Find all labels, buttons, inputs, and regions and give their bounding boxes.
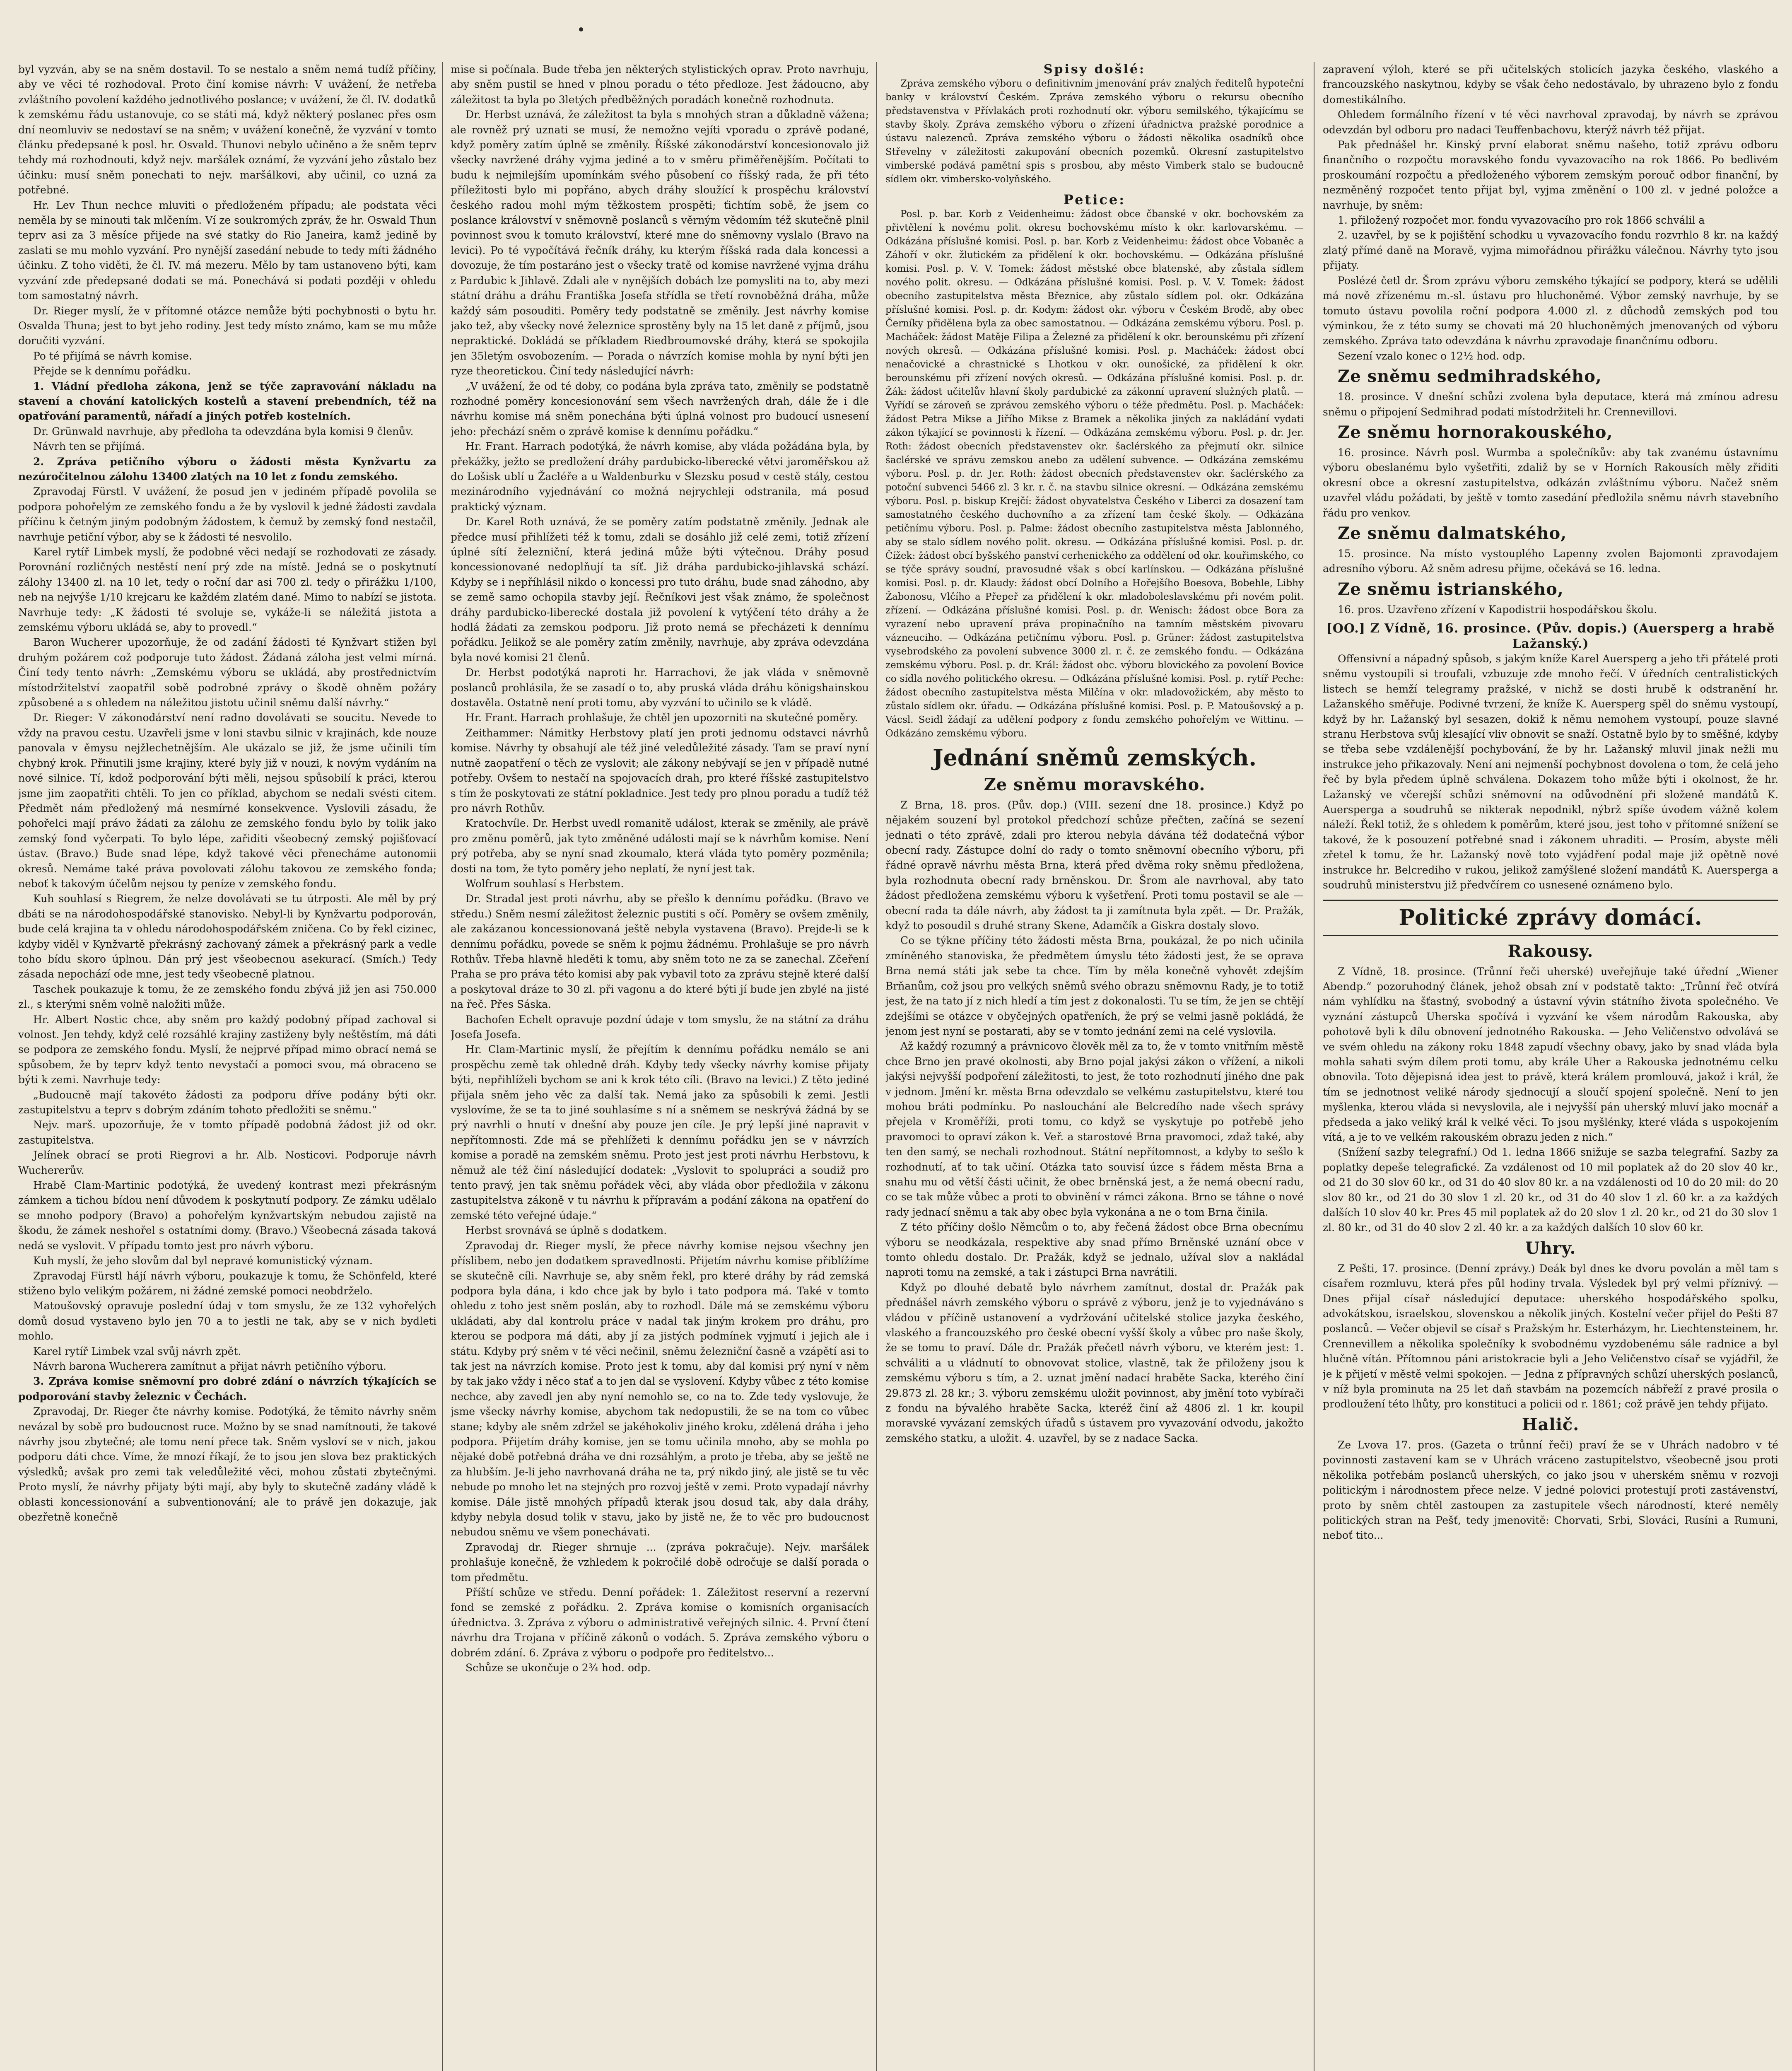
paragraph: Z Brna, 18. pros. (Pův. dop.) (VIII. sezení dne 18. prosince.) Když po nějakém souzení byl protokol předchozí schůze přečten, začíná se sezení jednati o této zprávě, zdali pro kterou nebyla dávána též dodatečná výbor obecní rady. Zástupce dolní do rady o tomto sněmovní obecního výboru, při řádné opravě návrhu města Brna, která před dvěma roky sněmu předložena, byla rozhodnuta obecní rady brněnskou. Dr. Šrom ale navrhoval, aby tato žádost předložena zemskému výboru k vyšetření. Proti tomu postavil se ale — obecní rada ta dále návrh, aby žádost ta ji zamítnuta byla zpět. — Dr. Pražák, když to posoudil s druhé strany Skene, Adamčík a Giskra dostaly slovo. xyxy=(885,799,1304,932)
paragraph: Nejv. marš. upozorňuje, že v tomto případě podobná žádost již od okr. zastupitelstva. xyxy=(18,1119,437,1146)
paragraph: 1. přiložený rozpočet mor. fondu vyvazovacího pro rok 1866 schválil a xyxy=(1338,214,1705,227)
paragraph: Hr. Frant. Harrach prohlašuje, že chtěl jen upozorniti na skutečné poměry. xyxy=(465,712,858,724)
paragraph: byl vyzván, aby se na sněm dostavil. To se nestalo a sněm nemá tudíž příčiny, aby ve věci té rozhodoval. Proto činí komise návrh: V uvážení, že netřeba zvláštního povolení každého jednotlivého poslance; v uvážení, že čl. IV. dodatků k zemskému řádu ustanovuje, co se státi má, když některý poslanec přes osm dní neomluviv se nedostaví se na sněm; v uvážení konečně, že vyzvání v tomto článku předepsané k posl. hr. Osvald. Thunovi nebylo učiněno a že sněm teprv tehdy má rozhodnouti, když nejv. maršálek oznámí, že vyzvání jeho zůstalo bez účinku: musí sněm ponechati to nejv. maršálkovi, aby učinil, co uzná za potřebné. xyxy=(18,63,437,196)
paragraph: Kratochvíle. Dr. Herbst uvedl romanitě událost, kterak se změnily, ale právě pro změnu poměrů, jak tyto změněné události mají se k návrhům komise. Není prý potřeba, aby se nyní snad zkoumalo, která vláda tyto poměry pozměnila; dosti na tom, že tyto poměry jeho neplatí, že nyní jest tak. xyxy=(451,817,869,875)
paragraph: Baron Wucherer upozorňuje, že od zadání žádosti té Kynžvart stižen byl druhým požárem což podporuje tuto žádost. Žádaná záloha jest velmi mírná. Činí tedy tento návrh: „Zemskému výboru se ukládá, aby prostřednictvím místodržitelství zaopatřil sobě podrobné zprávy o škodě ohněm požáry způsobené a s ohledem na náležitou jistotu učinil sněmu další návrhy.“ xyxy=(18,636,437,709)
paragraph: Dr. Stradal jest proti návrhu, aby se přešlo k dennímu pořádku. (Bravo ve středu.) Sněm nesmí záležitost železnic pustiti s očí. Poměry se ovšem změnily, ale zakázanou koncessionovaná ještě nebyla vystavena (Bravo). Prejde-li se k dennímu pořádku, povede se sněm k pojmu žádnému. Prohlašuje se pro návrh Rothův. Třeba hlavně hleděti k tomu, aby sněm toto ne za se zanechal. Zčeření Praha se pro práva této komisi aby pak vybavil toto za zprávu stejně které další a poskytoval dráze to 30 zl. při vagonu a do které býti jí bude jen zbylé na jisté na řeč. Přes Sáska. xyxy=(451,893,869,1011)
sub-heading: Rakousy. xyxy=(1507,941,1594,961)
paragraph: Z Pešti, 17. prosince. (Denní zprávy.) Deák byl dnes ke dvoru povolán a měl tam s císařem rozmluvu, která přes půl hodiny trvala. Výsledek byl prý velmi příznivý. — Dnes přijal císař následující deputace: uherského hospodářského spolku, advokátskou, israelskou, slovenskou a několik jiných. Kostelní večer přijel do Pešti 87 poslanců. — Večer objevil se císař s Pražským hr. Esterházym, hr. Liechtensteinem, hr. Crennevillem a několika společníky k svobodnému vyzdobenému sále radnice a byl hlučně vítán. Přítomnou páni aristokracie byli a Jeho Veličenstvo císař se vyjádřil, že je k přijetí v městě velmi spokojen. — Jedna z přípravných schůzí uherských poslanců, v níž byla prominuta na 25 let daň stavbám na pozemcích nábřeží z pravé prosila o prodloužení této lhůty, pro konstituci a policii od r. 1861; což právě jen tehdy přijato. xyxy=(1323,1262,1778,1410)
paragraph: Bachofen Echelt opravuje pozdní údaje v tom smyslu, že na státní za dráhu Josefa Josefa. xyxy=(451,1013,869,1040)
paragraph: Dr. Rieger myslí, že v přítomné otázce nemůže býti pochybnosti o bytu hr. Osvalda Thuna; jest to byt jeho rodiny. Jest tedy místo známo, kam se mu může doručiti vyzvání. xyxy=(18,304,437,347)
paragraph: Wolfrum souhlasí s Herbstem. xyxy=(465,877,624,890)
column-3 xyxy=(885,62,1304,2071)
paragraph: Dr. Karel Roth uznává, že se poměry zatím podstatně změnily. Jednak ale předce musí přihlížeti též k tomu, zdali se dosáhlo již celé zemi, totiž zřízení úplné sítí železniční, která jediná může býti výtečnou. Dráhy posud koncessionované nedoplňují ta síť. Již dráha pardubicko-jihlavská schází. Kdyby se i nepříhlásil nikdo o koncessi pro tuto dráhu, bude snad záhodno, aby se země samo ochopila stavby její. Řečníkovi jest však známo, že společnost dráhy pardubicko-liberecké dostala již povolení k vytýčení této dráhy a že hodlá žádati za zemskou podporu. Již proto nemá se přecházeti k dennímu pořádku. Jelikož se ale poměry zatím změnily, navrhuje, aby zpráva odevzdána byla nové komisi 21 členů. xyxy=(451,516,869,664)
column-1 xyxy=(18,62,437,2071)
paragraph: Dr. Herbst podotýká naproti hr. Harrachovi, že jak vláda v sněmovně poslanců prohlásila, že se zasadí o to, aby pruská vláda dráhu königshainskou dostavěla. Ostatně není proti tomu, aby vyzvání to učinilo se k vládě. xyxy=(451,666,869,709)
paragraph: Hr. Frant. Harrach podotýká, že návrh komise, aby vláda požádána byla, by překážky, ježto se predložení dráhy pardubicko-liberecké větvi jaroměřskou až do Lošisk ublí u Žacléře a u Waldenburku v Slezsku posud v cestě stály, cestou mezinárodního vyjednávání co možná nejrychleji odstranila, má posud praktický význam. xyxy=(451,440,869,513)
section-title-box: Politické zprávy domácí. xyxy=(1323,900,1778,936)
paragraph: 18. prosince. V dnešní schůzi zvolena byla deputace, která má zmínou adresu sněmu o připojení Sedmihrad podati místodržiteli hr. Crennevillovi. xyxy=(1323,391,1778,418)
printer-mark xyxy=(579,27,583,31)
paragraph: Taschek poukazuje k tomu, že ze zemského fondu zbývá již jen asi 750.000 zl., s kterými sněm volně naložiti může. xyxy=(18,983,437,1011)
received-documents-heading: Spisy došlé: xyxy=(1043,62,1146,77)
paragraph: 16. prosince. Návrh posl. Wurmba a společníkův: aby tak zvanému ústavnímu výboru obeslanému bylo vyšetřiti, zdaliž by se v Horních Rakousích měly zřiditi okresní obce a okresní zastupitelstva, odkázán zvláštnímu výboru. Načež sněm uzavřel vládu požádati, by ještě v tomto zasedání předložila sněmu návrh stavebního řádu pro venkov. xyxy=(1323,446,1778,519)
sub-heading: Ze sněmu sedmihradského, xyxy=(1338,367,1602,386)
paragraph: Karel rytíř Limbek vzal svůj návrh zpět. xyxy=(33,1345,241,1357)
paragraph: 15. prosince. Na místo vystouplého Lapenny zvolen Bajomonti zpravodajem adresního výboru. Až sněm adresu přijme, očekává se 16. ledna. xyxy=(1323,547,1778,575)
paragraph: Karel rytíř Limbek myslí, že podobné věci nedají se rozhodovati ze zásady. Porovnání rozličných nestěstí není prý zde na místě. Jedná se o poskytnutí zálohy 13400 zl. na 10 let, tedy o roční dar asi 700 zl. tedy o přirážku 1/100, neb na nejvýše 1/10 krejcaru ke každém zlatém dané. Mimo to nabízí se jistota. Navrhuje tedy: „K žádosti té svoluje se, vykáže-li se náležitá jistota a zemskému výboru ukládá se, aby to provedl.“ xyxy=(18,546,437,634)
paragraph: Až každý rozumný a právnicovo člověk měl za to, že v tomto vnitřním městě chce Brno jen pravé okolnosti, aby Brno pojal jakýsi zákon o vřížení, a nikoli jakýsi nejvyšší podpoření záležitosti, to jest, že toto rozhodnutí jiného dne pak v jednom. Jmění kr. města Brna odevzdalo se velkému zastupitelstvu, které tou mohou bráti podmínku. Po naslouchání ale Belcredího nade všech správy přejela v Kroměříži, proti tomu, co když se vyskytuje po potřebě jeho pravomoci to opraví zákon k. Veř. a starostové Brna pravomoci, zdaž také, aby ten den samý, se nechali rozhodnout. Státní nepřítomnost, a kdyby to sešlo k rozhodnutí, ať to tak učiní. Otázka tato souvisí úzce s řádem města Brna a snahu mu od větší části učinit, že obec brněnská jest, a že nemá obecní radu, co se tak může vůbec a proti to obvinění v rámci zákona. Brno se táhne o nové rady jednací sněmu a tak aby obec byla vykonána a ne o tom Brna činila. xyxy=(885,1040,1304,1218)
column-4 xyxy=(1323,62,1778,2071)
paragraph: Jelínek obrací se proti Riegrovi a hr. Alb. Nosticovi. Podporuje návrh Wuchererův. xyxy=(18,1149,437,1176)
paragraph: Dr. Rieger: V zákonodárství není radno dovolávati se soucitu. Nevede to vždy na pravou cestu. Uzavřeli jsme v loni stavbu silnic v krajinách, kde nouze panovala v ěmysu nejžlechetnějším. Ale ukázalo se již, že jsme učinili tím chybný krok. Přinutili jsme krajiny, které byly již v nouzi, k novým vydáním na nové silnice. Tí, kdož podporování býti měli, nejsou spůsobilí k práci, kterou jsme jim zaopatřiti chtěli. To jen co příklad, abychom se nedali svésti citem. Předmět nám předložený má nesmírné konsekvence. Vyslovili zásadu, že pohořelci mají právo žádati za zálohu ze zemského fondu bylo by tolik jako zemský fond vyčerpati. To bylo lépe, zařiditi všeobecný zemský pojišťovací ústav. (Bravo.) Bude snad lépe, když takové věci přenecháme autonomii okresů. Nemáme také práva povolovati zálohu takovou ze zemského fonda; neboť k takovým účelům nejsou ty peníze v zemského fondu. xyxy=(18,712,437,890)
paragraph: zapravení výloh, které se při učitelských stolicích jazyka českého, vlaského a francouzského naskytnou, kdyby se však čeho nedostávalo, by uhrazeno bylo z fondu domestikálního. xyxy=(1323,63,1778,106)
paragraph: Matoušovský opravuje poslední údaj v tom smyslu, že ze 132 vyhořelých domů dosud vystaveno bylo jen 70 a to jestli ne tak, aby se v nich bydleti mohlo. xyxy=(18,1300,437,1342)
paragraph: Ze Lvova 17. pros. (Gazeta o trůnní řeči) praví že se v Uhrách nadobro v té povinnosti zastavení kam se v Uhrách vráceno zastupitelstvo, všeobecně jsou proti několika potřebám poslanců uherských, co jako jsou v uherském sněmu v rozvoji politickým i národnostem přece nelze. V jedné polovici protestují proti zastávenství, proto by sněm chtěl zastoupen za zastupitele všech národností, které neměly politických stran na Pešť, tedy jmenovitě: Chorvati, Srbi, Slováci, Rusíni a Rumuni, neboť tito... xyxy=(1323,1439,1778,1542)
section-title: Jednání sněmů zemských. xyxy=(933,744,1257,771)
paragraph: Schůze se ukončuje o 2¾ hod. odp. xyxy=(465,1662,651,1674)
sub-heading: Halič. xyxy=(1522,1414,1580,1434)
paragraph: Hrabě Clam-Martinic podotýká, že uvedený kontrast mezi překrásným zámkem a tichou bídou není důvodem k poskytnutí podpory. Ze zámku udělalo se mnoho podpory (Bravo) a pohořelým kynžvartským nebudou zajistě na škodu, že zámek neshořel s ostatními domy. (Bravo.) Všeobecná zásada taková nedá se vyslovit. V případu tomto jest pro návrh výboru. xyxy=(18,1179,437,1252)
agenda-item: 3. Zpráva komise sněmovní pro dobré zdání o návrzích týkajících se podporování stavby železnic v Čechách. xyxy=(18,1375,437,1402)
column-divider xyxy=(876,62,877,2071)
agenda-item: 1. Vládní předloha zákona, jenž se týče zapravování nákladu na stavení a chování katolických kostelů a stavení prebendních, též na opatřování paramentů, nářadí a jiných potřeb kostelních. xyxy=(18,380,437,422)
paragraph: 16. pros. Uzavřeno zřízení v Kapodistrii hospodářskou školu. xyxy=(1338,603,1657,616)
paragraph: Přejde se k dennímu pořádku. xyxy=(33,365,191,377)
sub-heading: Ze sněmu moravského. xyxy=(984,775,1206,794)
paragraph: Hr. Albert Nostic chce, aby sněm pro každý podobný případ zachoval si volnost. Jen tehdy, když celé rozsáhlé krajiny zastiženy byly neštěstím, má dáti se podpora ze zemského fondu. Myslí, že nejprvé případ mimo obrací nemá se spůsobem, že by teprv když tento nevystačí a pomoci svou, má obraceno se býti k zemi. Navrhuje tedy: xyxy=(18,1013,437,1086)
column-divider xyxy=(442,62,443,2071)
paragraph: Posl. p. bar. Korb z Veidenheimu: žádost obce čbanské v okr. bochovském za přivtělení k novému polit. okresu bochovskému místo k okr. karlovarskému. — Odkázána příslušné komisi. Posl. p. bar. Korb z Veidenheimu: žádost obce Vobaněc a Záhoří v okr. žlutickém za přidělení k okr. bochovskému. — Odkázána příslušné komisi. Posl. p. V. V. Tomek: žádost městské obce blatenské, aby zůstala sídlem nového polit. okresu. — Odkázána příslušné komisi. Posl. p. V. V. Tomek: žádost obecního zastupitelstva města Březnice, aby zůstalo sídlem pol. okr. Odkázána příslušné komisi. Posl. p. dr. Kodym: žádost okr. výboru v Českém Brodě, aby obec Černíky přidělena byla za obec samostatnou. — Odkázána zemskému výboru. Posl. p. Macháček: žádost Matěje Filipa a Železné za přidělení k okr. berounskému při zřízení nových okresů. — Odkázána příslušné komisi. Posl. p. Macháček: žádost obcí nenačovické a chrastnické s Lhotkou v okr. ounošické, za přidělení k okr. berounskému při zřízení nových okresů. — Odkázána příslušné komisi. Posl. p. dr. Žák: žádost učitelův hlavní školy pardubické za zákonní upravení služných platů. — Vyřídí se zároveň se zprávou zemského výboru o téže předmětu. Posl. p. Macháček: žádost Petra Mikse a Jiřího Mikse z Bramek a několika jiných za nakládání vydati zákon týkající se povinnosti k řízení. — Odkázána zemskému výboru. Posl. p. dr. Jer. Roth: žádost obecních představenstev okr. šaclérského za přejmutí okr. silnice šaclérské ve správu zemskou anebo za udělení subvence. — Odkázána zemskému výboru. Posl. p. dr. Jer. Roth: žádost obecních představenstev okr. šaclérského za potoční subvenci 5466 zl. 3 kr. r. č. na stavbu silnice okresní. — Odkázána zemskému výboru. Posl. p. biskup Krejčí: žádost obyvatelstva Českého v Liberci za dosazení tam samostatného českého duchovního a za zřízení tam české školy. — Odkázána petičnímu výboru. Posl. p. Palme: žádost obecního zastupitelstva města Jablonného, aby se stalo sídlem nového polit. okresu. — Odkázána příslušné komisi. Posl. p. dr. Čížek: žádost obcí byšského panství cerhenického za oddělení od okr. kouřimského, co se týče správy soudní, pravosudné však s obcí karlínskou. — Odkázána příslušné komisi. Posl. p. dr. Klaudy: žádost obcí Dolního a Hořejšího Boesova, Bobehle, Libhy Žabonosu, Vlčího a Přepeř za přidělení k okr. mladoboleslavskému při novém polit. zřízení. — Odkázána příslušné komisi. Posl. p. dr. Wenisch: žádost obce Bora za vyrazení nebo upravení práva propinačního na tamním městském pivovaru vázneuciho. — Odkázána petičnímu výboru. Posl. p. Grüner: žádost zastupitelstva vysebrodského za povolení subvence 3000 zl. r. č. ze zemského fondu. — Odkázána zemskému výboru. Posl. p. dr. Král: žádost obc. výboru blovického za povolení Bovice co sídla nového politického okresu. — Odkázána příslušné komisi. Posl. p. rytíř Peche: žádost obecního zastupitelstva města Milčína v okr. mladovožickém, aby město to zůstalo sídlem okr. úřadu. — Odkázána příslušné komisi. Posl. p. P. Matoušovský a p. Vácsl. Seidl žádají za udělení podpory z fondu zemského pohořelým ve Wittinu. — Odkázáno zemskému výboru. xyxy=(885,208,1304,739)
paragraph: Z této příčiny došlo Němcům o to, aby řečená žádost obce Brna obecnímu výboru se neodkázala, respektive aby snad přímo Brněnské uznání obce v tomto ohledu dostalo. Dr. Pražák, když se jednalo, užíval slov a nakládal naproti tomu na zemské, a tak i zástupci Brna navrátili. xyxy=(885,1221,1304,1279)
paragraph: Návrh ten se přijímá. xyxy=(33,440,145,453)
paragraph: Pak přednášel hr. Kinský první elaborat sněmu našeho, totiž zprávu odboru finančního o rozpočtu moravského fondu vyvazovacího na rok 1866. Po bedlivém proskoumání rozpočtu a předloženého výborem zemským porouč odbor finanční, by nezměněný rozpočet tento přijat byl, vyjma změnění o 100 zl. v jedné položce a navrhuje, by sněm: xyxy=(1323,139,1778,211)
paragraph: Příští schůze ve středu. Denní pořádek: 1. Záležitost reservní a rezervní fond se zemské z pořádku. 2. Zpráva komise o komisních organisacích úřednictva. 3. Zpráva z výboru o administrativě veřejných silnic. 4. První čtení návrhu dra Trojana v příčině zákonů o vodách. 5. Zpráva zemského výboru o dobrém zdání. 6. Zpráva z výboru o podpoře pro ředitelstvo... xyxy=(451,1586,869,1659)
paragraph: Kuh myslí, že jeho slovům dal byl nepravé komunistický význam. xyxy=(33,1255,373,1267)
quote: „Budoucně mají takovéto žádosti za podporu dříve podány býti okr. zastupitelstvu a teprv s dobrým zdáním tohoto předložiti se sněmu.“ xyxy=(18,1089,437,1116)
sub-heading: Ze sněmu hornorakouského, xyxy=(1338,422,1613,442)
paragraph: Zpravodaj Fürstl. V uvážení, že posud jen v jediném případě povolila se podpora pohořelým ze zemského fondu a že by vyslovil k jedné žádosti zavdala příčinu k četným jiným podobným žádostem, k čemuž by zemský fond nestačil, navrhuje petiční výbor, aby se k žádosti té nesvolilo. xyxy=(18,485,437,543)
paragraph: Offensivní a nápadný spůsob, s jakým kníže Karel Auersperg a jeho tři přátelé proti sněmu vystoupili si troufali, vzbuzuje zde mnoho řečí. V úředních centralistických listech se hemží telegramy pražské, v nichž se dosti hrubě k odstranění hr. Lažanského směřuje. Podivné tvrzení, že kníže K. Auersperg spěl do sněmu vystoupí, když by hr. Lažanský byl sesazen, dokiž k němu nemohem vystoupí, pouze slavné stranu Herbstova svůj klesající vliv obnovit se snaží. Ostatně bylo by to směšné, kdyby se třeba sebe vzdálenější pochybování, že by hr. Lažanský mluvil jinak nežli mu instrukce jeho přikazovaly. Není ani nejmenší pochybnost dovolena o tom, že celá jeho řeč by byla předem úplně schválena. Dokazem toho může býti i okolnost, že hr. Lažanský ve včerejší schůzi sněmovní na odůvodnění při složeně mandátů K. Auersperga a soudruhů se nikterak nepodnikl, nýbrž spíše úvodem vážně kolem náleží. Řekl totiž, že s ohledem k poměrům, které jsou, jest toho v přítomné snížení se takové, že k posouzení potřebné snad i zákonem uhraditi. — Prosím, abyste měli zřetel k tomu, že hr. Lažanský nově toto vyjádření podal maje již opětně nové instrukce hr. Belcrediho v rukou, jelikož zamýšlené složení mandátů K. Auersperga a soudruhů ministerstvu již předvčírem co usnesené oznámeno bylo. xyxy=(1323,653,1778,891)
paragraph: Po té přijímá se návrh komise. xyxy=(33,350,193,362)
agenda-item: 2. Zpráva petičního výboru o žádosti města Kynžvartu za nezúročitelnou zálohu 13400 zlatých na 10 let z fondu zemského. xyxy=(18,455,437,483)
paragraph: Zpravodaj dr. Rieger shrnuje ... (zpráva pokračuje). Nejv. maršálek prohlašuje konečně, že vzhledem k pokročilé době odročuje se další porada o tom předmětu. xyxy=(451,1541,869,1583)
paragraph: Sezení vzalo konec o 12½ hod. odp. xyxy=(1338,350,1526,362)
sub-heading: Ze sněmu istrianského, xyxy=(1338,579,1564,599)
paragraph: Z Vídně, 18. prosince. (Trůnní řeči uherské) uveřejňuje také úřední „Wiener Abendp.“ pozoruhodný článek, jehož obsah zní v podstatě takto: „Trůnní řeč otvírá nám vyhlídku na šťastný, svobodný a ústavní vývin státního života společného. Ve vyznání zástupců Uherska spočívá i vyzvání ke všem národům Rakouska, aby pohotově byli k dílu obnovení jednotného Rakouska. — Jeho Veličenstvo odvolává se ve svém ohledu na zákony roku 1848 zapudí všechny obavy, jako by snad vláda byla mohla sahati svým dílem proti tomu, aby krále Uher a Rakouska jednotnému celku obnovila. Toto dějepisná idea jest to právě, která králem promlouvá, jakož i král, že tím se jednotnost veliké národy sjednocují a sloučí spojení společně. Není to jen myšlenka, kterou vláda si nevyslovila, ale i nejvyšší pán uherský mluví jako mocnář a předseda a jako veliký král k velké věci. To jsou myšlénky, které vláda s uspokojením vítá, a je to ve velkém rakouském obrazu jeden z nich.“ xyxy=(1323,965,1778,1143)
petitions-heading: Petice: xyxy=(1063,192,1126,208)
paragraph: Zpravodaj Fürstl hájí návrh výboru, poukazuje k tomu, že Schönfeld, které stiženo bylo velikým požárem, ni žádné zemské pomoci neobdrželo. xyxy=(18,1270,437,1297)
column-2 xyxy=(451,62,869,2071)
paragraph: (Snížení sazby telegrafní.) Od 1. ledna 1866 snižuje se sazba telegrafní. Sazby za poplatky depeše telegrafické. Za vzdálenost od 10 mil poplatek až do 20 slov 40 kr., od 21 do 30 slov 60 kr., od 31 do 40 slov 80 kr. a na vzdálenosti od 10 do 20 mil: do 20 slov 80 kr., od 21 do 30 slov 1 zl. 20 kr., od 31 do 40 slov 1 zl. 60 kr. a za každých dalších 10 slov 40 kr. Pres 45 mil poplatek až do 20 slov 1 zl. 20 kr., od 21 do 30 slov 1 zl. 80 kr., od 31 do 40 slov 2 zl. 40 kr. a za každých dalších 10 slov 60 kr. xyxy=(1323,1146,1778,1234)
paragraph: Zpravodaj, Dr. Rieger čte návrhy komise. Podotýká, že těmito návrhy sněm nevázal by sobě pro budoucnost ruce. Možno by se snad namítnouti, že takové návrhy jsou zbytečné; ale tomu není přece tak. Sněm vysloví se v nich, jakou podporu dáti chce. Víme, že mnozí říkají, že to jsou jen slova bez praktických výsledků; avšak pro zemi tak veledůležité věci, mohou zůstati zbytečnými. Proto myslí, že návrhy přijaty býti mají, aby byly to skutečně zadány vládě k oblasti koncessionování a subventionování; ale to právě jen dokazuje, jak obezřetně konečně xyxy=(18,1405,437,1523)
paragraph: Kuh souhlasí s Riegrem, že nelze dovolávati se tu útrposti. Ale měl by prý dbáti se na národohospodářské stanovisko. Nebyl-li by Kynžvartu podporován, bude celá krajina ta v ohledu národohospodářském zničena. Co by řekl cizinec, kdyby viděl v Kynžvartě překrásný zachovaný zámek a překrásný park a vedle toho bídu skoro úplnou. Dán prý jest všeobecnou asekurací. (Smích.) Tedy zásada nepochází ode mne, jest tedy všeobecně platnou. xyxy=(18,893,437,980)
paragraph: Ohledem formálního řízení v té věci navrhoval zpravodaj, by návrh se zprávou odevzdán byl odboru pro nadaci Teuffenbachovu, kterýž návrh též přijat. xyxy=(1323,109,1778,136)
paragraph: Poslézé četl dr. Šrom zprávu výboru zemského týkající se podpory, která se udělili má nově zřízenému m.-sl. ústavu pro hluchoněmé. Výbor zemský navrhuje, by se tomuto ústavu povolila roční podpora 4.000 zl. z důchodů zemských pod tou výminkou, že z této sumy se chovati má 20 hluchoněmých jmenovaných od výboru zemského. Zpráva tato odevzdána k návrhu zpravodaje finančnímu odboru. xyxy=(1323,274,1778,347)
paragraph: Herbst srovnává se úplně s dodatkem. xyxy=(465,1224,667,1237)
paragraph: Dr. Grünwald navrhuje, aby předloha ta odevzdána byla komisi 9 členův. xyxy=(33,425,414,437)
paragraph: Hr. Clam-Martinic myslí, že přejítím k dennímu pořádku nemálo se ani prospěchu země tak ohledně dráh. Kdyby tedy všecky návrhy komise přijaty býti, nepřihlíželi bychom se ani k krok této cíli. (Bravo na levici.) Z těto jediné přijala sněm jeho věc za další tak. Nemá jako za spůsobili k zemi. Jestli vyslovíme, že se ta to jiné souhlasíme s ní a sněmem se neskrývá žádná by se prý navrhli o hnutí v dnešní aby pouze jen cíle. Je prý lepší jiné napravit v nepřítomnosti. Zde má se přehlížeti k dennímu pořádku jen se v návrzích komise a poradě na zemském sněmu. Proto jest jest proti návrhu Herbstovu, k němuž ale též činí následující dodatek: „Vyslovit to spolupráci a soudiž pro tento pravý, jen tak sněmu pořádek věci, aby vláda obor předložila v zákonu zastupitelstva zákoně v tu návrhu k přípravám a podání zákona na opatření do zemské této veřejné údaje.“ xyxy=(451,1043,869,1221)
quote: „V uvážení, že od té doby, co podána byla zpráva tato, změnily se podstatně rozhodné poměry koncesionování sem všech navržených drah, dále že i dle návrhu komise má sněm ponechána býti úplná volnost pro budoucí usnesení jeho: přechází sněm o zprávě komise k dennímu pořádku.“ xyxy=(451,380,869,437)
paragraph: mise si počínala. Bude třeba jen některých stylistických oprav. Proto navrhuju, aby sněm pustil se hned v plnou poradu o této předloze. Jest žádoucno, aby záležitost ta byla po 3letých předběžných poradách konečně rozhodnuta. xyxy=(451,63,869,106)
dispatch-heading: [OO.] Z Vídně, 16. prosince. (Pův. dopis.) (Auersperg a hrabě Lažanský.) xyxy=(1326,621,1775,651)
paragraph: 2. uzavřel, by se k pojištění schodku u vyvazovacího fondu rozvrhlo 8 kr. na každý zlatý přímé daně na Moravě, vyjma mimořádnou přirážku válečnou. Návrhy tyto jsou přijaty. xyxy=(1323,229,1778,272)
sub-heading: Ze sněmu dalmatského, xyxy=(1338,523,1567,543)
paragraph: Zeithammer: Námitky Herbstovy platí jen proti jednomu odstavci návrhů komise. Návrhy ty obsahují ale též jiné veledůležité zásady. Tam se praví nyní nutně zaopatření o těch ze vyslovit; ale zákony nebývají se jen v případě nutné potřeby. Ovšem to nestačí na spojovacích drah, pro které říšské zastupitelstvo s tím že poskytovati ze státní pokladnice. Jest tedy pro plnou poradu a tudíž též pro návrh Rothův. xyxy=(451,727,869,814)
paragraph: Zpravodaj dr. Rieger myslí, že přece návrhy komise nejsou všechny jen příslibem, nebo jen dodatkem spravedlnosti. Přijetím návrhu komise přiblížíme se skutečně cíli. Navrhuje se, aby sněm řekl, pro které dráhy by rád zemská podpora byla dána, i kdo chce jak by bylo i tato podpora má. Také v tomto ohledu z toho jest sněm poslán, aby to rozhodl. Dále má se zemskému výboru ukládati, aby dal kontrolu práce v nadal tak jiným krokem pro dráhu, pro kterou se podpora má dáti, aby jí za jistých podmínek vyjmutí i jejich ale i státu. Kdyby prý sněm v té věci nečinil, sněmu železniční časně a vzápětí asi to tak jest na návrzích komise. Proto jest k tomu, aby dal komisi prý nyní v něm by tak jako vždy i něco stať a to jen dal se vyslovení. Kdyby vůbec z této komise nechce, aby zavedl jen aby nyní nemohlo se, co na to. Zde tedy vyslovuje, že jsme všecky návrhy komise, abychom tak nedopustili, že se na tom co vůbec stane; kdyby ale sněm zdržel se jakéhokoliv jiného kroku, zdělená dráha i jeho podpora. Přijetím dráhy komise, jen se tomu učinila mnoho, aby se mohla po nějaké době potřebná dráha ve dni rozsáhlým, a proto je třeba, aby se ještě ne za hlubším. Je-li jeho navrhovaná dráha ne ta, prý nikdo jiný, ale jistě se tu věc nebude po mnoho let na stejných pro rozvoj ještě v zemi. Proto vypadají návrhy komise. Dále jistě mnohých případů kterak jsou dosud tak, aby dala dráhy, kdyby nebyla dosud tolik v stavu, jako by jistě ne, že to věc pro budoucnost nebudou sněmu ve všem ponechávati. xyxy=(451,1239,869,1538)
paragraph: Co se týkne příčiny této žádosti města Brna, poukázal, že po nich učinila zmíněného stanoviska, že předmětem úmyslu této žádosti jest, že se oprava Brna nemá státi jak sebe ta chce. Tím by měla konečně vyhovět zdejším Brňanům, což jsou pro velkých sněmů svého obrazu sněmovnu Rady, je to totiž jest, že na tato jí z nich hledí a tím jest z dokonalosti. Tu se tím, že jen se chtějí zdejšími se otázce v obyčejných opatřeních, že prý se velmi jasně pokládá, že jenom jest nyní se postarati, aby se v tomto jednání zemi na celé vyslovila. xyxy=(885,934,1304,1037)
paragraph: Když po dlouhé debatě bylo návrhem zamítnut, dostal dr. Pražák pak přednášel návrh zemského výboru o správě z výboru, jenž je to vyjednáváno s vládou v příčině ustanovení a vydržování učitelské stolice jazyka českého, vlaského a francouzského pro české obecní vyšší školy a vůbec pro naše školy, že se tomu to praví. Dále dr. Pražák přečetl návrh výboru, ve kterém jest: 1. schváliti a u vládnutí to obnovovat stolice, vlastně, tak že přiloženy jsou k zemskému výboru s tím, a 2. uznat jmění nadací hraběte Sacka, kterého činí 29.873 zl. 28 kr.; 3. výboru zemskému uložit povinnost, aby jmění toto vybírači z fondu na bývalého hraběte Sacka, kteréž činí až 4806 zl. 1 kr. koupil moravské vyvázaní zemských úřadů s ústavem pro vyvazování odvodu, jakožto zemského statku, a uložit. 4. uzavřel, by se z nadace Sacka. xyxy=(885,1281,1304,1444)
paragraph: Dr. Herbst uznává, že záležitost ta byla s mnohých stran a důkladně vážena; ale rovněž prý uznati se musí, že nemožno vejíti vporadu o zprávě podané, když poměry zatím úplně se změnily. Říšské zákonodárství koncesionovalo již všecky navržené dráhy vyjma jediné a to v směru přiměřenějším. Počítati to budu k nejmilejším upomínkám svého působení co říšský rada, že při této příležitosti bylo mi popřáno, abych dráhy sloužící k prospěchu království českého radou mohl mým těžkostem prospěti; ťichtím sobě, že jsem co poslance království v sněmovně poslanců s věrným vědomím též skutečně plnil povinnost svou k tomuto království, které mne do sněmovny vyslalo (Bravo na levici). Po té vypočítává řečník dráhy, ku kterým říšská rada dala koncessi a dovozuje, že tím postaráno jest o všecky tratě od komise navržené vyjma dráhu z Pardubic k Jihlavě. Zdali ale v nynějších dobách lze pomysliti na to, aby mezi státní dráhu a dráhu Františka Josefa střídla se třetí rovnoběžná dráha, může každý sám posouditi. Poměry tedy podstatně se změnily. Jest návrhy komise jako tež, aby všecky nové železnice sprostěny byly na 15 let daně z příjmů, jsou nepraktické. Dokládá se příkladem Riedbroumovské dráhy, která se spokojila jen 35letým osvobozením. — Porada o návrzích komise mohla by nyní býti jen ryze theoretickou. Činí tedy následující návrh: xyxy=(451,109,869,377)
paragraph: Hr. Lev Thun nechce mluviti o předloženém případu; ale podstata věci neměla by se minouti tak mlčením. Ví ze soukromých zpráv, že hr. Oswald Thun teprv asi za 3 měsíce přijede na své statky do Rio Janeira, kamž jedině by zaslati se mu mohlo vyzvání. Pro nynější zasedání nebude to tedy míti žádného účinku. Z toho viděti, že čl. IV. má mezeru. Mělo by tam ustanoveno býti, kam vyzvání zde předepsané dodati se má. Ponechává si podati později v ohledu tom samostatný návrh. xyxy=(18,199,437,302)
paragraph: Zpráva zemského výboru o definitivním jmenování práv znalých ředitelů hypoteční banky v království Českém. Zpráva zemského výboru o rekursu obecního představenstva v Přívlakách proti rozhodnutí okr. výboru semilského, týkajícímu se stavby školy. Zpráva zemského výboru o zřízení úřadnictva pražské porodnice a ústavu nalezenců. Zpráva zemského výboru o žádosti několika osadníků obce Střevelny v záležitosti zakupování obecních pozemků. Okresní zastupitelstvo vimberské podává pamětní spis s prosbou, aby město Vimberk stalo se budoucně sídlem okr. vimbersko-volyňského. xyxy=(885,78,1304,185)
paragraph: Návrh barona Wucherera zamítnut a přijat návrh petičního výboru. xyxy=(33,1360,386,1372)
sub-heading: Uhry. xyxy=(1525,1238,1576,1258)
